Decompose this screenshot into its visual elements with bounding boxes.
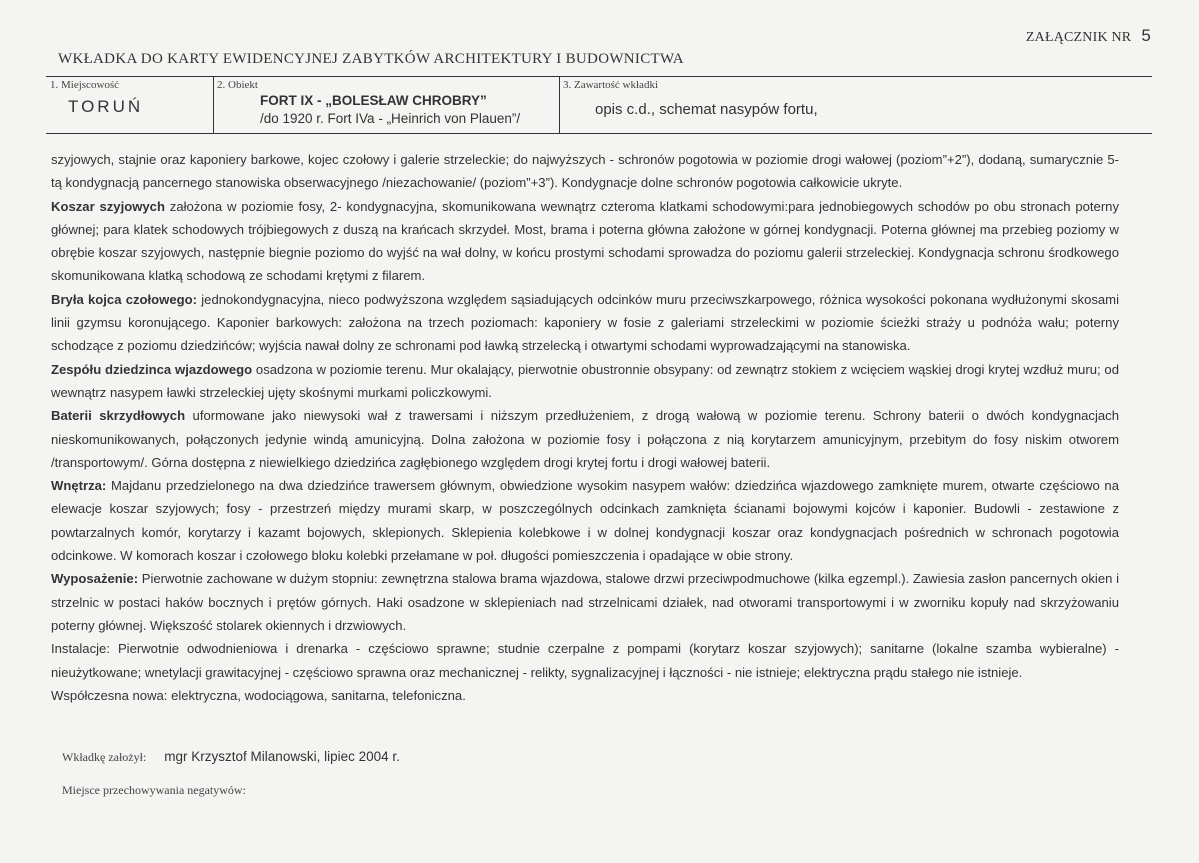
- document-title: WKŁADKA DO KARTY EWIDENCYJNEJ ZABYTKÓW ARCHITEKTURY I BUDOWNICTWA: [58, 51, 684, 67]
- place-label: 1. Miejscowość: [50, 79, 120, 91]
- paragraph-lead: Baterii skrzydłowych: [51, 408, 186, 424]
- contents-label: 3. Zawartość wkładki: [563, 79, 658, 91]
- annex-number: 5: [1141, 26, 1151, 45]
- paragraph-baterie: [51, 404, 1119, 474]
- paragraph-intro: [51, 148, 1119, 195]
- object-cell: [213, 77, 560, 133]
- paragraph-lead: Bryła kojca czołowego:: [51, 291, 198, 307]
- paragraph-body: jednokondygnacyjna, nieco podwyższona względem sąsiadujących odcinków muru przeciwszkarpowego, różnica wysokości pokonana wydłużonymi skosami linii gzymsu koronującego. Kaponier barkowych: założona na trzech poziomach: kaponiery w fosie z galeriami strzeleckimi w poziomie ścieżki straży u podnóża wału; poterny schodzące z poziomu dziedzińców; wyjścia nawał dolny ze schronami pod ławką strzelecką i otwartymi schodami wyprowadzającymi na stanowiska.: [51, 291, 1119, 354]
- paragraph-lead: Zespółu dziedzinca wjazdowego: [51, 361, 253, 377]
- description-text: [51, 148, 1119, 707]
- paragraph-koszar: [51, 195, 1119, 288]
- paragraph-body: Współczesna nowa: elektryczna, wodociągowa, sanitarna, telefoniczna.: [51, 687, 466, 703]
- annex-label: [1026, 26, 1151, 46]
- header-table: [46, 76, 1152, 134]
- paragraph-dziedziniec: [51, 358, 1119, 405]
- paragraph-body: szyjowych, stajnie oraz kaponiery barkowe, kojec czołowy i galerie strzeleckie; do najwyższych - schronów pogotowia w poziomie drogi wałowej (poziom”+2”), dodaną, sumarycznie 5-tą kondygnacją pancernego stanowiska obserwacyjnego /niezachowanie/ (poziom”+3”). Kondygnacje dolne schronów pogotowia całkowicie ukryte.: [51, 152, 1119, 191]
- place-value: TORUŃ: [68, 97, 144, 116]
- paragraph-body: uformowane jako niewysoki wał z trawersami i niższym przedłużeniem, z drogą wałową w poziomie terenu. Schrony baterii o dwóch kondygnacjach nieskomunikowanych, połączonych jedynie windą amunicyjną. Dolna założona w poziomie fosy i połączona z nią korytarzem amunicyjnym, przebitym do fosy niskim otworem /transportowym/. Górna dostępna z niewielkiego dziedzińca zagłębionego względem drogi krytej fortu i drogi wałowej baterii.: [51, 408, 1119, 470]
- object-label: 2. Obiekt: [217, 79, 258, 91]
- paragraph-body: osadzona w poziomie terenu. Mur okalający, pierwotnie obustronnie obsypany: od zewnątrz stokiem z wcięciem wąskiej drogi krytej wzdłuż muru; od wewnątrz nasypem ławki strzeleckiej ujęty skośnymi murkami policzkowymi.: [51, 361, 1119, 400]
- paragraph-body: Pierwotnie zachowane w dużym stopniu: zewnętrzna stalowa brama wjazdowa, stalowe drzwi przeciwpodmuchowe (kilka egzempl.). Zawiesia zasłon pancernych okien i strzelnic w postaci haków bocznych i prętów górnych. Haki osadzone w sklepieniach nad strzelnicami działek, nad otworami transportowymi i w zworniku kopuły nad skrzyżowaniu poterny głównej. Większość stolarek okiennych i drzwiowych.: [51, 571, 1119, 633]
- negatives-storage-label: Miejsce przechowywania negatywów:: [62, 783, 246, 797]
- annex-text: ZAŁĄCZNIK NR: [1025, 30, 1132, 45]
- paragraph-lead: Koszar szyjowych: [51, 198, 165, 214]
- paragraph-body: Instalacje: Pierwotnie odwodnieniowa i drenarka - częściowo sprawne; studnie czerpalne z pompami (korytarz koszar szyjowych); sanitarne (lokalne szamba wybieralne) - nieużytkowane; wnetylacji grawitacyjnej - częściowo sprawna oraz mechanicznej - relikty, sygnalizacyjnej i łączności - nie istnieje; elektryczna prądu stałego nie istnieje.: [51, 641, 1119, 680]
- paragraph-body: założona w poziomie fosy, 2- kondygnacyjna, skomunikowana wewnątrz czteroma klatkami schodowymi:para jednobiegowych schodów po obu stronach poterny głównej; para klatek schodowych trójbiegowych z duszą na krańcach skrzydeł. Most, brama i poterna główna założone w górnej kondygnacji. Poterna głównej ma przebieg poziomy w obrębie koszar szyjowych, następnie biegnie poziomo do wyjść na wał dolny, w końcu prostymi schodami sprowadza do poziomu galerii strzeleckiej. Kondygnacja schronu środkowego skomunikowana klatką schodową ze schodami krętymi z filarem.: [51, 198, 1120, 284]
- object-former-name: /do 1920 r. Fort IVa - „Heinrich von Plauen”/: [260, 111, 521, 126]
- paragraph-wnetrza: [51, 474, 1119, 567]
- paragraph-lead: Wnętrza:: [51, 478, 107, 494]
- author-row: [62, 748, 400, 766]
- author-value: mgr Krzysztof Milanowski, lipiec 2004 r.: [164, 749, 400, 764]
- paragraph-wyposazenie: [51, 567, 1119, 637]
- author-label: Wkładkę założył:: [62, 750, 147, 764]
- place-cell: [46, 77, 214, 133]
- paragraph-kojec: [51, 288, 1119, 358]
- paragraph-instalacje: [51, 637, 1119, 684]
- object-name: FORT IX - „BOLESŁAW CHROBRY”: [260, 93, 487, 108]
- paragraph-wspolczesna: [51, 684, 1119, 707]
- paragraph-lead: Wyposażenie:: [51, 571, 139, 587]
- contents-cell: [559, 77, 1152, 133]
- contents-value: opis c.d., schemat nasypów fortu,: [595, 101, 818, 118]
- paragraph-body: Majdanu przedzielonego na dwa dziedzińce trawersem głównym, obwiedzione wysokim nasypem wałów: dziedzińca wjazdowego zamknięte murem, otwarte częściowo na elewacje koszar szyjowych; fosy - przestrzeń między murami skarp, w poszczególnych odcinkach zamknięta ścianami bojowymi kojców i kaponier. Budowli - zestawione z powtarzalnych komór, korytarzy i kazamt bojowych, sklepionych. Sklepienia kolebkowe i w dolnej kondygnacji koszar oraz kondygnacjach pośrednich w schronach pogotowia odcinkowe. W komorach koszar i czołowego bloku kolebki przełamane w poł. długości pomieszczenia i opadające w obie strony.: [51, 478, 1119, 564]
